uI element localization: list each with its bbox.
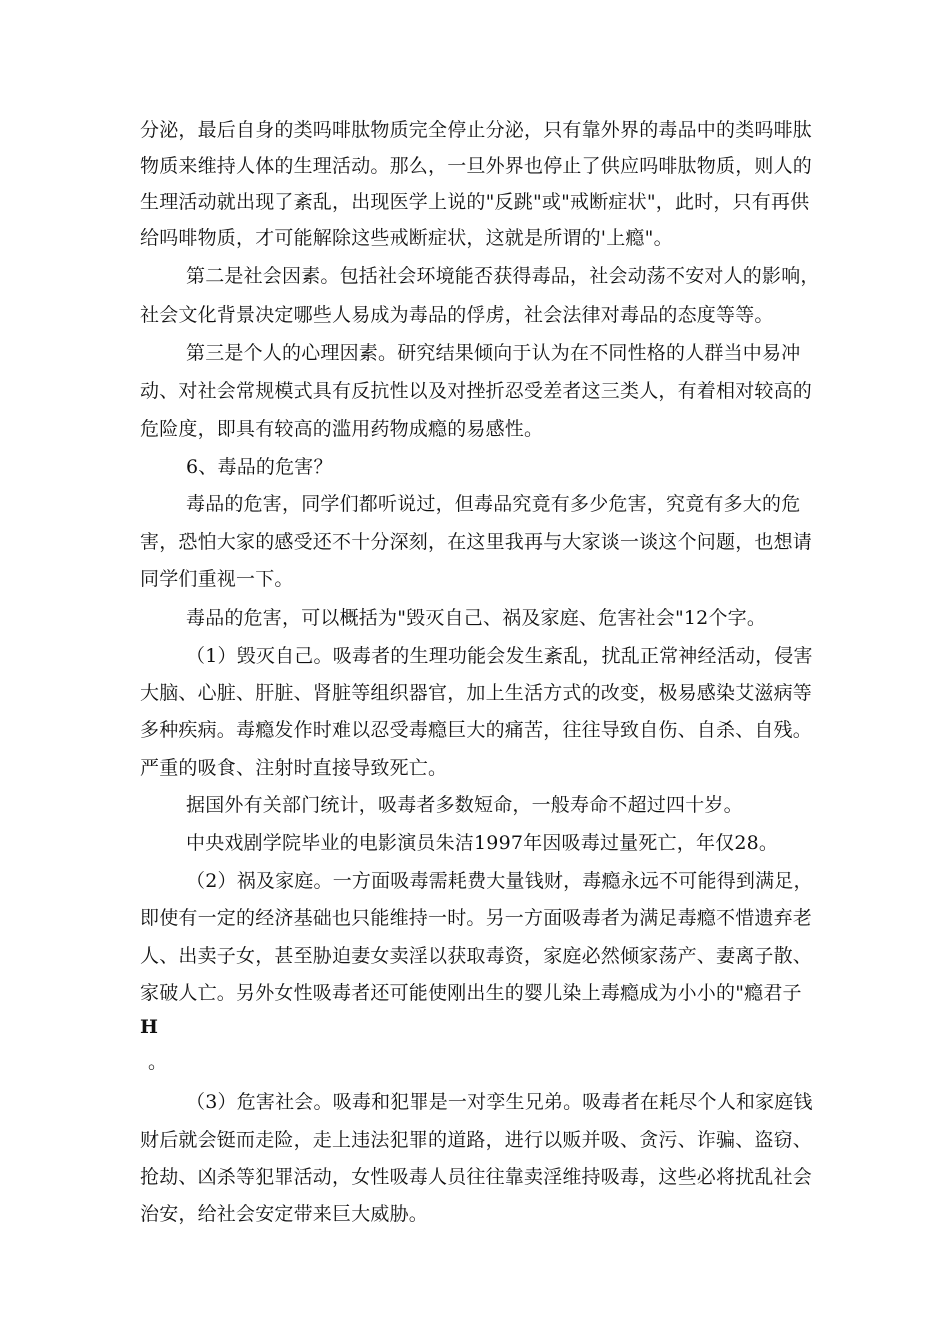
- paragraph-first-line: 第二是社会因素。包括社会环境能否获得毒品，社会动荡不安对人的影响，: [186, 265, 820, 287]
- text-line: 抢劫、凶杀等犯罪活动，女性吸毒人员往往靠卖淫维持吸毒，这些必将扰乱社会: [140, 1166, 813, 1188]
- text-line: 分泌，最后自身的类吗啡肽物质完全停止分泌，只有靠外界的毒品中的类吗啡肽: [140, 119, 813, 141]
- text-line: 给吗啡物质，才可能解除这些戒断症状，这就是所谓的'上瘾"。: [140, 227, 673, 249]
- section-heading: 6、毒品的危害？: [186, 456, 333, 478]
- text-line: 大脑、心脏、肝脏、肾脏等组织器官，加上生活方式的改变，极易感染艾滋病等: [140, 682, 813, 704]
- text-line: 危险度，即具有较高的滥用药物成瘾的易感性。: [140, 418, 544, 440]
- paragraph-first-line: （1）毁灭自己。吸毒者的生理功能会发生紊乱，扰乱正常神经活动，侵害: [186, 645, 813, 667]
- text-line: 多种疾病。毒瘾发作时难以忍受毒瘾巨大的痛苦，往往导致自伤、自杀、自残。: [140, 719, 813, 741]
- text-line: 同学们重视一下。: [140, 568, 294, 590]
- text-line: 动、对社会常规模式具有反抗性以及对挫折忍受差者这三类人，有着相对较高的: [140, 380, 813, 402]
- paragraph-first-line: 毒品的危害，可以概括为"毁灭自己、祸及家庭、危害社会"12个字。: [186, 607, 767, 629]
- text-line: 治安，给社会安定带来巨大威胁。: [140, 1203, 429, 1225]
- text-line: 财后就会铤而走险，走上违法犯罪的道路，进行以贩并吸、贪污、诈骗、盗窃、: [140, 1129, 813, 1151]
- text-line: H: [140, 1016, 159, 1038]
- text-line: 家破人亡。另外女性吸毒者还可能使刚出生的婴儿染上毒瘾成为小小的"瘾君子: [140, 982, 802, 1004]
- text-line: 社会文化背景决定哪些人易成为毒品的俘虏，社会法律对毒品的态度等等。: [140, 304, 774, 326]
- text-line: 即使有一定的经济基础也只能维持一时。另一方面吸毒者为满足毒瘾不惜遗弃老: [140, 907, 813, 929]
- paragraph-first-line: （3）危害社会。吸毒和犯罪是一对孪生兄弟。吸毒者在耗尽个人和家庭钱: [186, 1091, 813, 1113]
- text-line: 严重的吸食、注射时直接导致死亡。: [140, 757, 448, 779]
- paragraph-first-line: 中央戏剧学院毕业的电影演员朱洁1997年因吸毒过量死亡，年仅28。: [186, 832, 779, 854]
- text-line: 生理活动就出现了紊乱，出现医学上说的"反跳"或"戒断症状"，此时，只有再供: [140, 191, 810, 213]
- text-line: 物质来维持人体的生理活动。那么，一旦外界也停止了供应吗啡肽物质，则人的: [140, 155, 813, 177]
- paragraph-first-line: 毒品的危害，同学们都听说过，但毒品究竟有多少危害，究竟有多大的危: [186, 493, 801, 515]
- paragraph-first-line: （2）祸及家庭。一方面吸毒需耗费大量钱财，毒瘾永远不可能得到满足，: [186, 870, 813, 892]
- text-line: 人、出卖子女，甚至胁迫妻女卖淫以获取毒资，家庭必然倾家荡产、妻离子散、: [140, 945, 813, 967]
- paragraph-first-line: 据国外有关部门统计，吸毒者多数短命，一般寿命不超过四十岁。: [186, 794, 743, 816]
- text-line: 。: [148, 1051, 168, 1073]
- text-line: 害，恐怕大家的感受还不十分深刻，在这里我再与大家谈一谈这个问题，也想请: [140, 531, 813, 553]
- paragraph-first-line: 第三是个人的心理因素。研究结果倾向于认为在不同性格的人群当中易冲: [186, 342, 801, 364]
